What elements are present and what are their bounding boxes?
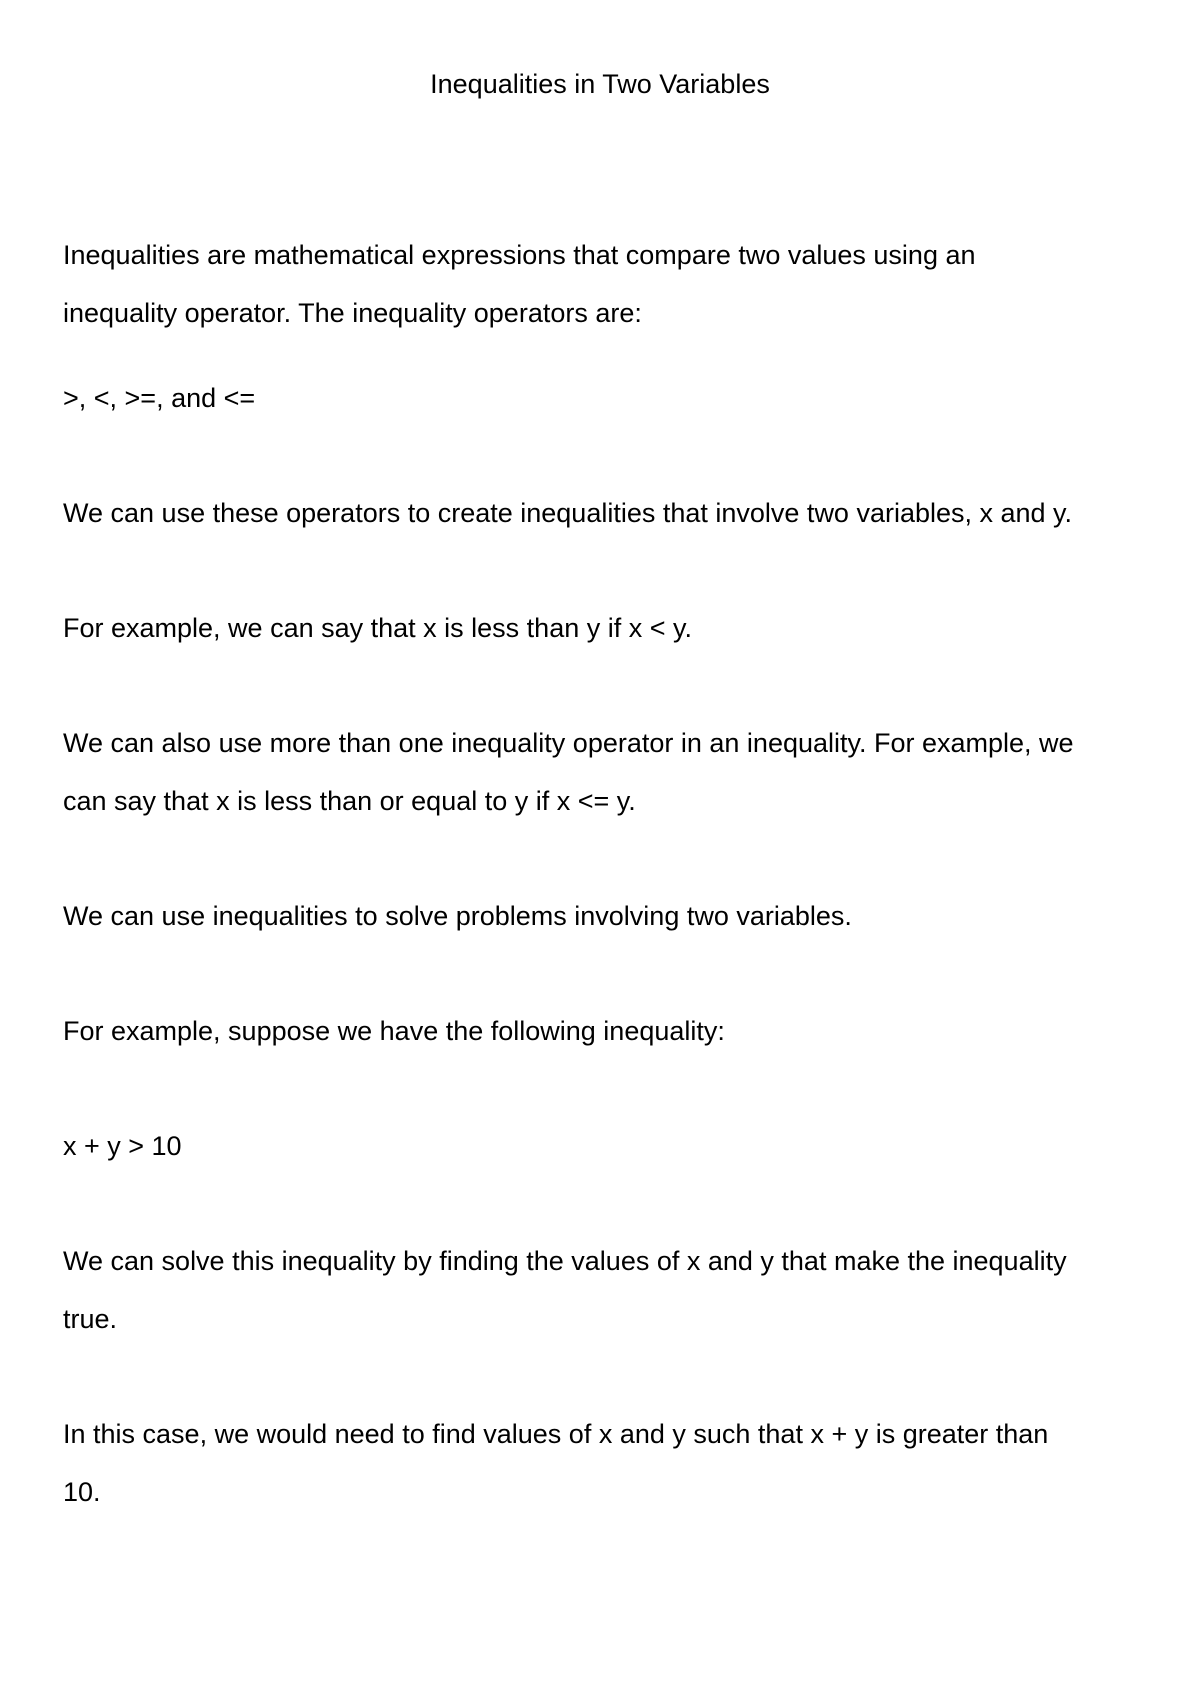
paragraph-example-less-than	[63, 600, 1143, 658]
paragraph-equation	[63, 1118, 1143, 1176]
paragraph-line: inequality operator. The inequality operators are:	[63, 297, 642, 328]
paragraph-solve-problems	[63, 888, 1143, 946]
paragraph-suppose	[63, 1003, 1143, 1061]
paragraph-line: true.	[63, 1303, 118, 1334]
paragraph-line: x + y > 10	[63, 1131, 182, 1161]
paragraph-intro	[63, 227, 1143, 342]
paragraph-line: For example, we can say that x is less than y if x < y.	[63, 613, 693, 643]
paragraph-line: We can use inequalities to solve problems involving two variables.	[63, 901, 852, 931]
paragraph-operators	[63, 370, 1143, 428]
paragraph-this-case	[63, 1406, 1143, 1521]
paragraph-line: We can use these operators to create inequalities that involve two variables, x and y.	[63, 498, 1073, 528]
paragraph-line: For example, suppose we have the following inequality:	[63, 1016, 725, 1046]
paragraph-multiple-operators	[63, 715, 1143, 830]
paragraph-two-variables	[63, 485, 1143, 543]
paragraph-line: Inequalities are mathematical expressions that compare two values using an	[63, 240, 976, 270]
paragraph-solve-inequality	[63, 1233, 1143, 1348]
paragraph-line: We can solve this inequality by finding the values of x and y that make the inequality	[63, 1246, 1067, 1276]
paragraph-line: We can also use more than one inequality operator in an inequality. For example, we	[63, 728, 1074, 758]
paragraph-line: >, <, >=, and <=	[63, 383, 256, 413]
paragraph-line: In this case, we would need to find values of x and y such that x + y is greater than	[63, 1419, 1049, 1449]
paragraph-line: 10.	[63, 1476, 101, 1507]
document-title: Inequalities in Two Variables	[430, 69, 770, 99]
paragraph-line: can say that x is less than or equal to y if x <= y.	[63, 785, 636, 816]
